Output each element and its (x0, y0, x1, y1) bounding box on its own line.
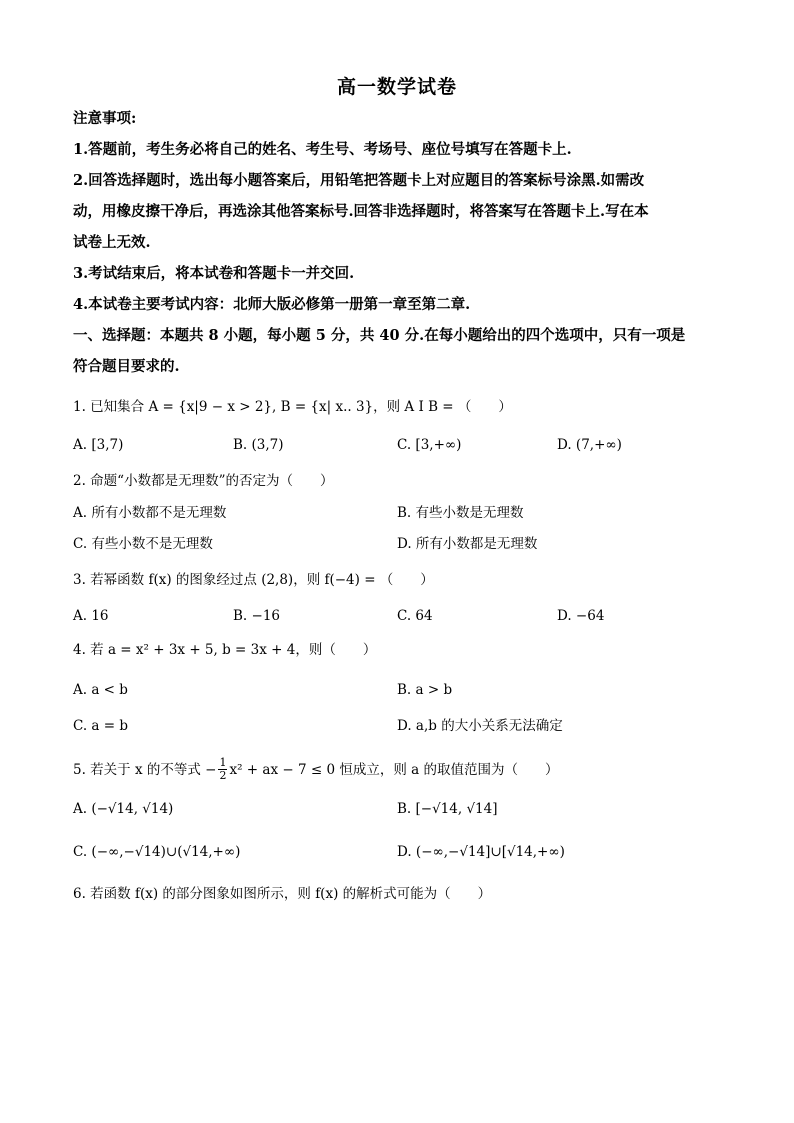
question-2-option-b: B. 有些小数是无理数 (397, 505, 524, 521)
question-3-option-c: C. 64 (397, 608, 433, 624)
question-5-stem-post: x² + ax − 7 ≤ 0 恒成立，则 a 的取值范围为（ ） (229, 762, 559, 778)
notes-item-2c: 试卷上无效. (73, 234, 151, 251)
question-3-option-a: A. 16 (73, 608, 109, 624)
question-6-stem: 6. 若函数 f(x) 的部分图象如图所示，则 f(x) 的解析式可能为（ ） (73, 886, 492, 902)
question-1-option-b: B. (3,7) (233, 437, 284, 453)
question-1-stem: 1. 已知集合 A = {x|9 − x > 2}, B = {x| x.. 3}，则 A I B = （ ） (73, 399, 512, 415)
question-3-option-d: D. −64 (557, 608, 605, 624)
question-1-option-a: A. [3,7) (73, 437, 124, 453)
question-4-option-b: B. a > b (397, 682, 453, 698)
question-4-option-d: D. a,b 的大小关系无法确定 (397, 718, 563, 734)
question-1-option-c: C. [3,+∞) (397, 437, 462, 453)
question-2-stem: 2. 命题“小数都是无理数”的否定为（ ） (73, 473, 334, 489)
fraction-numerator: 1 (219, 756, 227, 769)
question-5-stem-pre: 5. 若关于 x 的不等式 − (73, 762, 217, 778)
notes-item-2a: 2.回答选择题时，选出每小题答案后，用铅笔把答题卡上对应题目的答案标号涂黑.如需改 (73, 172, 645, 189)
section-1-heading: 一、选择题：本题共 8 小题，每小题 5 分，共 40 分.在每小题给出的四个选项中，只有一项是 (73, 327, 686, 344)
question-1-option-d: D. (7,+∞) (557, 437, 622, 453)
question-2-option-a: A. 所有小数都不是无理数 (73, 505, 227, 521)
question-5-option-a: A. (−√14, √14) (73, 801, 174, 817)
notes-item-4: 4.本试卷主要考试内容：北师大版必修第一册第一章至第二章. (73, 296, 471, 313)
question-5-option-d: D. (−∞,−√14]∪[√14,+∞) (397, 844, 565, 860)
question-4-stem: 4. 若 a = x² + 3x + 5, b = 3x + 4，则（ ） (73, 642, 377, 658)
notes-item-2b: 动，用橡皮擦干净后，再选涂其他答案标号.回答非选择题时，将答案写在答题卡上.写在本 (73, 203, 649, 220)
section-1-heading-cont: 符合题目要求的. (73, 358, 180, 375)
fraction-denominator: 2 (219, 769, 227, 782)
notes-item-3: 3.考试结束后，将本试卷和答题卡一并交回. (73, 265, 355, 282)
page-title: 高一数学试卷 (336, 76, 457, 98)
question-4-option-a: A. a < b (73, 682, 128, 698)
question-5-option-b: B. [−√14, √14] (397, 801, 498, 817)
question-2-option-d: D. 所有小数都是无理数 (397, 536, 538, 552)
question-5-fraction (218, 757, 227, 782)
question-3-option-b: B. −16 (233, 608, 280, 624)
notes-heading: 注意事项: (73, 110, 137, 127)
question-5-stem (73, 758, 733, 783)
question-4-option-c: C. a = b (73, 718, 129, 734)
question-5-option-c: C. (−∞,−√14)∪(√14,+∞) (73, 844, 241, 860)
notes-item-1: 1.答题前，考生务必将自己的姓名、考生号、考场号、座位号填写在答题卡上. (73, 141, 572, 158)
question-3-stem: 3. 若幂函数 f(x) 的图象经过点 (2,8)，则 f(−4) = （ ） (73, 572, 434, 588)
question-2-option-c: C. 有些小数不是无理数 (73, 536, 213, 552)
